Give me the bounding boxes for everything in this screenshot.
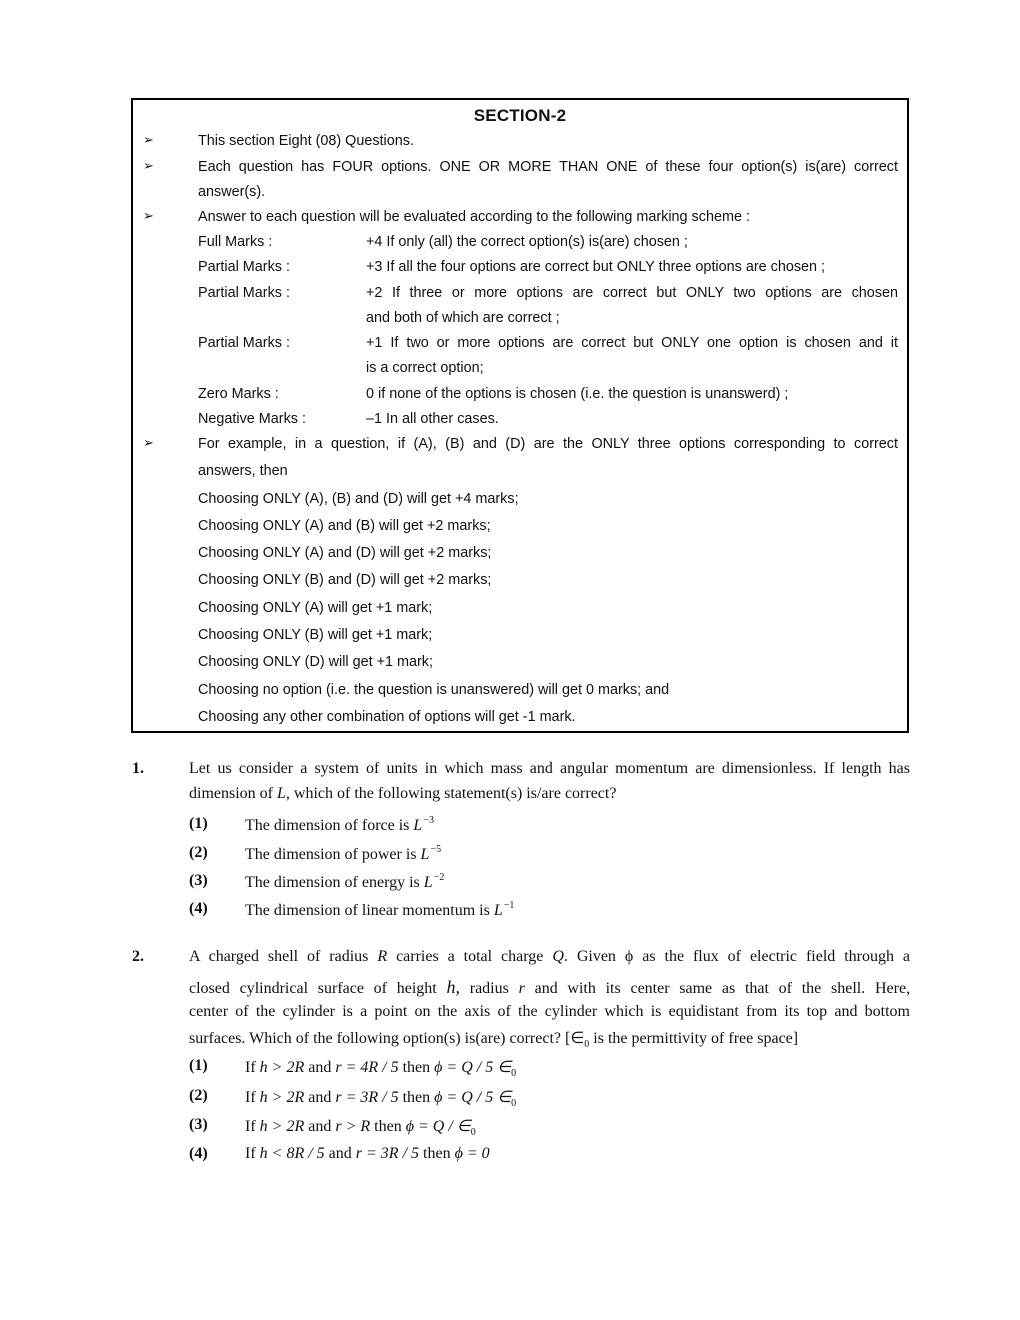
- bullet-arrow-icon: ➢: [143, 133, 154, 148]
- example-intro: For example, in a question, if (A), (B) and (D) are the ONLY three options corresponding to correct: [198, 436, 898, 452]
- marking-text-cont: is a correct option;: [366, 360, 484, 376]
- example-line: Choosing ONLY (B) will get +1 mark;: [198, 627, 433, 643]
- marking-text: +2 If three or more options are correct but ONLY two options are chosen: [366, 285, 898, 301]
- section-instructions-box: [131, 98, 909, 733]
- marking-text: 0 if none of the options is chosen (i.e. the question is unanswerd) ;: [366, 386, 789, 402]
- marking-label: Partial Marks :: [198, 335, 290, 351]
- example-line: Choosing any other combination of options will get -1 mark.: [198, 709, 576, 725]
- var-L: L,: [277, 785, 290, 802]
- marking-text: +4 If only (all) the correct option(s) is(are) chosen ;: [366, 234, 688, 250]
- example-line: Choosing ONLY (D) will get +1 mark;: [198, 654, 433, 670]
- section-title: SECTION-2: [473, 106, 567, 125]
- instruction-options-info: Each question has FOUR options. ONE OR MORE THAN ONE of these four option(s) is(are) correct: [198, 159, 898, 175]
- option-number: (2): [189, 1087, 208, 1104]
- option-number: (3): [189, 872, 208, 889]
- option-text: If h > 2R and r > R then $\phi = Q / \in_0$: [245, 1118, 476, 1138]
- question-text-line: dimension of L, which of the following statement(s) is/are correct?: [189, 785, 617, 802]
- instruction-question-count: This section Eight (08) Questions.: [198, 133, 414, 149]
- bullet-arrow-icon: ➢: [143, 209, 154, 224]
- option-text: If h > 2R and r = 4R / 5 then ϕ = Q / 5 $\in_0$: [245, 1059, 517, 1079]
- example-line: Choosing ONLY (A) and (B) will get +2 marks;: [198, 518, 491, 534]
- option-text: If h < 8R / 5 and r = 3R / 5 then ϕ = 0: [245, 1145, 490, 1162]
- marking-label: Partial Marks :: [198, 259, 290, 275]
- question-number: 2.: [132, 948, 144, 965]
- question-text-line: surfaces. Which of the following option(s) is(are) correct? [$\in_0$ is the permittivity of free space]: [189, 1030, 799, 1050]
- option-text: The dimension of force is $L^{-3}$: [245, 815, 434, 834]
- marking-label: Negative Marks :: [198, 411, 306, 427]
- marking-text: +3 If all the four options are correct but ONLY three options are chosen ;: [366, 259, 826, 275]
- option-number: (1): [189, 815, 208, 832]
- example-line: Choosing ONLY (A) will get +1 mark;: [198, 600, 433, 616]
- example-line: Choosing ONLY (A) and (D) will get +2 marks;: [198, 545, 492, 561]
- example-intro-cont: answers, then: [198, 463, 288, 479]
- question-text-line: closed cylindrical surface of height h, radius r and with its center same as that of the shell. Here,: [189, 977, 911, 997]
- instruction-options-info-cont: answer(s).: [198, 184, 266, 200]
- marking-label: Partial Marks :: [198, 285, 290, 301]
- marking-label: Zero Marks :: [198, 386, 279, 402]
- example-line: Choosing no option (i.e. the question is unanswered) will get 0 marks; and: [198, 682, 670, 698]
- marking-text: +1 If two or more options are correct but ONLY one option is chosen and it: [366, 335, 898, 351]
- bullet-arrow-icon: ➢: [143, 436, 154, 451]
- option-text: The dimension of energy is $L^{-2}$: [245, 872, 445, 891]
- option-text: If h > 2R and r = 3R / 5 then ϕ = Q / 5 $\in_0$: [245, 1089, 517, 1109]
- option-number: (1): [189, 1057, 208, 1074]
- marking-text-cont: and both of which are correct ;: [366, 310, 560, 326]
- bullet-arrow-icon: ➢: [143, 159, 154, 174]
- option-text: The dimension of power is $L^{-5}$: [245, 844, 442, 863]
- option-text: The dimension of linear momentum is $L^{-1}$: [245, 900, 515, 919]
- question-text-line: center of the cylinder is a point on the axis of the cylinder which is equidistant from its top and bottom: [189, 1003, 910, 1020]
- question-number: 1.: [132, 760, 144, 777]
- marking-text: –1 In all other cases.: [366, 411, 499, 427]
- option-number: (4): [189, 1145, 208, 1162]
- question-text-line: A charged shell of radius R carries a total charge Q. Given ϕ as the flux of electric field through a: [189, 948, 911, 965]
- marking-label: Full Marks :: [198, 234, 273, 250]
- option-number: (2): [189, 844, 208, 861]
- example-line: Choosing ONLY (A), (B) and (D) will get +4 marks;: [198, 491, 519, 507]
- option-number: (3): [189, 1116, 208, 1133]
- instruction-marking-intro: Answer to each question will be evaluated according to the following marking scheme :: [198, 209, 750, 225]
- question-text-line: Let us consider a system of units in which mass and angular momentum are dimensionless. If length has: [189, 760, 910, 777]
- option-number: (4): [189, 900, 208, 917]
- example-line: Choosing ONLY (B) and (D) will get +2 marks;: [198, 572, 492, 588]
